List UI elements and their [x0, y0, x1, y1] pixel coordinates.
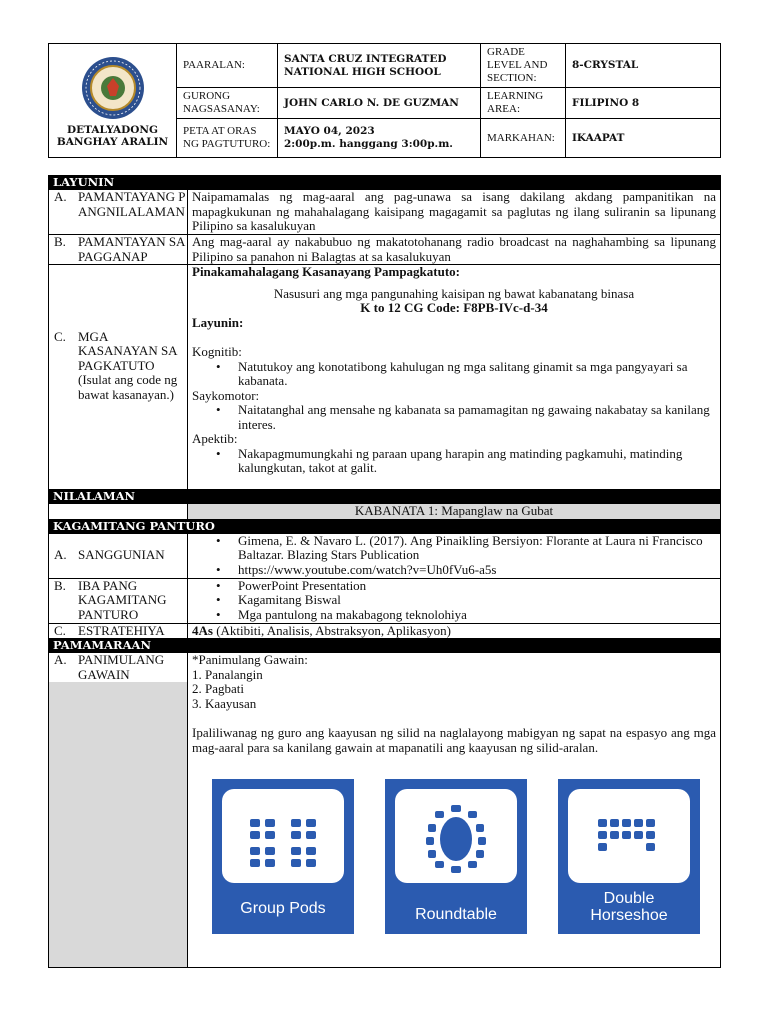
saykomotor-item: • Naitatanghal ang mensahe ng kabanata sa pamamagitan ng gawaing nakabatay sa kanilang interes. — [238, 403, 716, 432]
group-pods-caption: Group Pods — [240, 900, 326, 917]
iba-pang-kagamitan-label: B. IBA PANG KAGAMITANG PANTURO — [49, 578, 188, 623]
section-layunin: LAYUNIN — [49, 176, 721, 190]
grade-label: GRADE LEVEL AND SECTION: — [481, 44, 566, 88]
estratehiya-text: 4As (Aktibiti, Analisis, Abstraksyon, Aplikasyon) — [188, 623, 721, 639]
nilalaman-label-cell — [49, 504, 188, 520]
document-title: DETALYADONG BANGHAY ARALIN — [56, 123, 169, 148]
markahan-value: IKAAPAT — [566, 119, 721, 158]
list-item: • Mga pantulong na makabagong teknolohiya — [238, 608, 716, 623]
double-horseshoe-card — [558, 779, 700, 934]
sanggunian-list — [188, 533, 721, 578]
guro-value: JOHN CARLO N. DE GUZMAN — [278, 88, 481, 119]
peta-label: PETA AT ORAS NG PAGTUTURO: — [177, 119, 278, 158]
peta-time: 2:00p.m. hanggang 3:00p.m. — [284, 138, 453, 150]
logo-school-name — [60, 46, 148, 49]
saykomotor-label: Saykomotor: — [192, 387, 260, 403]
apektib-item: • Nakapagmumungkahi ng paraan upang harapin ang matinding pagkamuhi, matinding kalungkutan, takot at galit. — [238, 447, 716, 476]
area-value: FILIPINO 8 — [566, 88, 721, 119]
list-item: 1. Panalangin — [192, 666, 263, 682]
double-horseshoe-caption: Double Horseshoe — [590, 890, 668, 924]
list-item: • PowerPoint Presentation — [238, 579, 716, 594]
panimulang-intro: *Panimulang Gawain: — [192, 652, 308, 667]
apektib-label: Apektib: — [192, 431, 238, 446]
kasanayan-note: (Isulat ang code ng bawat kasanayan.) — [78, 372, 178, 402]
group-pods-icon — [222, 789, 344, 883]
panimulang-gawain-label: A. PANIMULANG GAWAIN — [49, 653, 188, 968]
section-nilalaman: NILALAMAN — [49, 490, 721, 504]
peta-date: MAYO 04, 2023 — [284, 125, 375, 137]
kognitib-item: • Natutukoy ang konotatibong kahulugan ng mga salitang ginamit sa mga pangyayari sa kabanata. — [238, 360, 716, 389]
panimulang-paragraph: Ipaliliwanag ng guro ang kaayusan ng silid na naglalayong mabigyan ng sapat na espasyo ang mga mag-aaral para sa kanilang gawain at mapanatili ang kaayusan ng silid-aralan. — [192, 725, 716, 755]
sanggunian-label: A. SANGGUNIAN — [49, 533, 188, 578]
roundtable-card — [385, 779, 527, 934]
nilalaman-text: KABANATA 1: Mapanglaw na Gubat — [188, 504, 721, 520]
layunin-subheading: Layunin: — [192, 314, 244, 330]
kasanayan-skill: Nasusuri ang mga pangunahing kaisipan ng bawat kabanatang binasa — [273, 285, 635, 301]
paaralan-label: PAARALAN: — [177, 44, 278, 88]
iba-pang-kagamitan-list — [188, 578, 721, 623]
seating-arrangements — [212, 779, 700, 934]
group-pods-card — [212, 779, 354, 934]
pamantayang-pangnilalaman-label: A. PAMANTAYANG PANGNILALAMAN — [49, 190, 188, 235]
kognitib-label: Kognitib: — [192, 344, 242, 359]
pamantayan-sa-pagganap-label: B. PAMANTAYAN SA PAGGANAP — [49, 235, 188, 265]
kasanayan-label: C. MGA KASANAYAN SA PAGKATUTO (Isulat ang code ng bawat kasanayan.) — [49, 265, 188, 490]
kasanayan-content — [188, 265, 721, 490]
list-item: • Gimena, E. & Navaro L. (2017). Ang Pinaikling Bersiyon: Florante at Laura ni Francisco Baltazar. Blazing Stars Publication — [238, 534, 716, 563]
header-table — [48, 43, 721, 158]
list-item: 3. Kaayusan — [192, 695, 257, 711]
guro-label: GURONG NAGSASANAY: — [177, 88, 278, 119]
lesson-plan-table — [48, 175, 721, 968]
pamantayan-sa-pagganap-text: Ang mag-aaral ay nakabubuo ng makatotohanang radio broadcast na naghahambing sa lipunang Pilipino sa panahon ni Balagtas at sa kasalukuyan — [188, 235, 721, 265]
area-label: LEARNING AREA: — [481, 88, 566, 119]
kasanayan-heading: Pinakamahalagang Kasanayang Pampagkatuto: — [192, 264, 460, 279]
peta-value — [278, 119, 481, 158]
section-kagamitan: KAGAMITANG PANTURO — [49, 519, 721, 533]
list-item: 2. Pagbati — [192, 681, 244, 696]
grade-value: 8-CRYSTAL — [566, 44, 721, 88]
school-seal-logo — [77, 56, 149, 120]
double-horseshoe-icon — [568, 789, 690, 883]
reference-link[interactable]: • https://www.youtube.com/watch?v=Uh0fVu6-a5s — [238, 563, 716, 578]
markahan-label: MARKAHAN: — [481, 119, 566, 158]
estratehiya-label: C. ESTRATEHIYA — [49, 623, 188, 639]
pamantayang-pangnilalaman-text: Naipamamalas ng mag-aaral ang pag-unawa sa isang dakilang akdang pampanitikan na mapagkukunan ng mahahalagang kaisipang magagamit sa paglutas ng ilang suliranin sa lipunang Pilipino sa kasalukuyan — [188, 190, 721, 235]
roundtable-icon — [395, 789, 517, 883]
cg-code: K to 12 CG Code: F8PB-IVc-d-34 — [360, 300, 548, 315]
roundtable-caption: Roundtable — [415, 906, 497, 923]
panimulang-gawain-content — [188, 653, 721, 968]
list-item: • Kagamitang Biswal — [238, 593, 716, 608]
logo-cell — [49, 44, 177, 158]
section-pamamaraan: PAMAMARAAN — [49, 639, 721, 653]
paaralan-value: SANTA CRUZ INTEGRATED NATIONAL HIGH SCHOOL — [278, 44, 481, 88]
